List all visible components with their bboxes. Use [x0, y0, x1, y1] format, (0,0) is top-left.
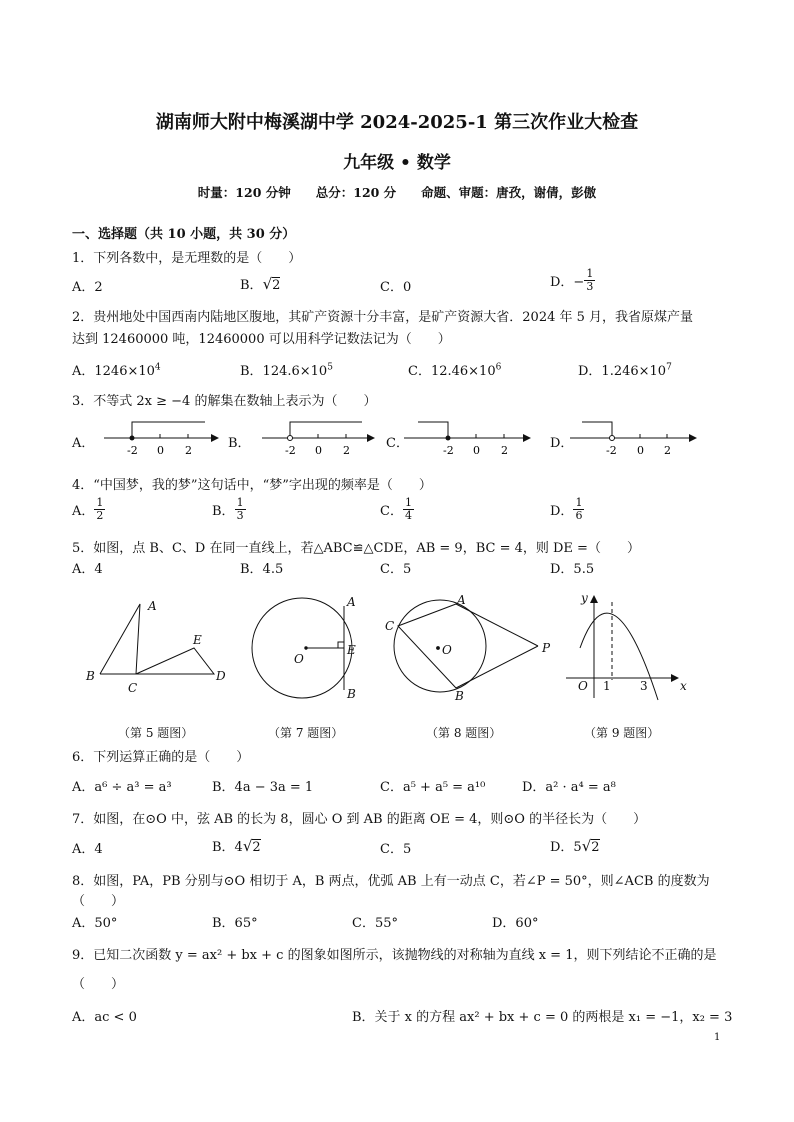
q2-line2: 达到 12460000 吨，12460000 可以用科学记数法记为（ ）	[72, 332, 451, 347]
q8-option-c: C．55°	[352, 916, 398, 931]
q3-option-d: D．	[550, 436, 574, 451]
q6-option-d: D．a² · a⁴ = a⁸	[522, 780, 616, 795]
q5-option-b: B．4.5	[240, 562, 284, 577]
q2-option-a: A．$1246\times 10^4$	[72, 362, 161, 379]
q8-option-b: B．65°	[212, 916, 258, 931]
caption-fig7: （第 7 题图）	[268, 726, 344, 740]
q5-stem: 5．如图，点 B、C、D 在同一直线上，若△ABC≌△CDE，AB = 9，BC = 4，则 DE =（ ）	[72, 541, 640, 556]
q8-line2: （ ）	[72, 894, 125, 909]
number-line-b	[262, 422, 374, 457]
tick-label: -2	[127, 444, 138, 457]
tick-label: 2	[185, 444, 192, 457]
q4-option-c: C． $\frac{1}{4}$	[380, 496, 412, 522]
q4-option-b: B． $\frac{1}{3}$	[212, 496, 244, 522]
svg-text:B: B	[86, 669, 95, 683]
q8-option-a: A．50°	[72, 916, 118, 931]
tick-label: 2	[501, 444, 508, 457]
q2-option-c: C．$12.46\times 10^6$	[408, 362, 502, 379]
q4-option-d: D． $\frac{1}{6}$	[550, 496, 583, 522]
svg-text:B: B	[455, 689, 464, 703]
svg-text:x: x	[680, 679, 687, 693]
tick-label: 0	[473, 444, 480, 457]
figures-row	[0, 588, 794, 718]
q1-option-c: C．0	[380, 280, 412, 295]
svg-text:A: A	[457, 593, 466, 607]
number-line-a	[104, 422, 218, 457]
tick-label: -2	[443, 444, 454, 457]
q9-line2: （ ）	[72, 977, 125, 992]
svg-text:A: A	[347, 595, 356, 609]
q3-option-c: C．	[386, 436, 409, 451]
q4-option-a: A． $\frac{1}{2}$	[72, 496, 104, 522]
caption-fig8: （第 8 题图）	[426, 726, 502, 740]
sqrt-symbol: √	[581, 837, 592, 855]
exam-meta: 时量：120 分钟 总分：120 分 命题、审题：唐孜，谢倩，彭傲	[197, 185, 597, 200]
q7-option-d: D．5√2	[550, 837, 600, 855]
q3-option-b: B．	[228, 436, 251, 451]
q9-line1: 9．已知二次函数 y = ax² + bx + c 的图象如图所示，该抛物线的对称轴为直线 x = 1，则下列结论不正确的是	[72, 948, 717, 963]
q9-option-b: B．关于 x 的方程 ax² + bx + c = 0 的两根是 x₁ = −1，x₂ = 3	[352, 1010, 733, 1025]
svg-text:C: C	[128, 681, 138, 695]
tick-label: 0	[315, 444, 322, 457]
figure-8	[385, 593, 551, 703]
svg-text:E: E	[347, 643, 356, 657]
svg-text:O: O	[442, 643, 452, 657]
q1-stem: 1．下列各数中，是无理数的是（ ）	[72, 251, 302, 266]
svg-text:B: B	[347, 687, 356, 701]
figure-9	[566, 591, 687, 700]
q9-option-a: A．ac < 0	[72, 1010, 137, 1025]
q5-option-c: C．5	[380, 562, 412, 577]
figure-7	[252, 595, 356, 701]
page-subtitle: 九年级 • 数学	[343, 153, 451, 173]
page-number: 1	[714, 1032, 721, 1043]
q7-option-a: A．4	[72, 842, 103, 857]
q1-option-b: B．√2	[240, 275, 281, 293]
q6-stem: 6．下列运算正确的是（ ）	[72, 750, 250, 765]
q1-option-d: D．− $\frac{1}{3}$	[550, 267, 594, 293]
q2-option-d: D．$1.246\times 10^7$	[578, 362, 672, 379]
section-heading: 一、选择题（共 10 小题，共 30 分）	[72, 227, 296, 242]
q7-option-c: C．5	[380, 842, 412, 857]
page-title: 湖南师大附中梅溪湖中学 2024-2025-1 第三次作业大检查	[155, 112, 639, 133]
tick-label: 0	[637, 444, 644, 457]
svg-text:3: 3	[640, 679, 648, 693]
figure-5	[85, 599, 226, 695]
sqrt-symbol: √	[262, 275, 273, 293]
q7-option-b: B．4√2	[212, 837, 261, 855]
caption-fig9: （第 9 题图）	[584, 726, 660, 740]
q6-option-b: B．4a − 3a = 1	[212, 780, 314, 795]
svg-text:O: O	[294, 652, 304, 666]
tick-label: -2	[606, 444, 617, 457]
svg-text:A: A	[148, 599, 157, 613]
tick-label: 2	[343, 444, 350, 457]
q3-stem: 3．不等式 2x ≥ −4 的解集在数轴上表示为（ ）	[72, 394, 377, 409]
q6-option-a: A．a⁶ ÷ a³ = a³	[72, 780, 172, 795]
q3-option-a: A．	[72, 436, 95, 451]
q5-option-d: D．5.5	[550, 562, 595, 577]
svg-text:E: E	[193, 633, 202, 647]
tick-label: 2	[664, 444, 671, 457]
svg-text:C: C	[385, 619, 395, 633]
number-line-d	[570, 422, 696, 457]
number-line-c	[404, 422, 530, 457]
q8-line1: 8．如图，PA，PB 分别与⊙O 相切于 A，B 两点，优弧 AB 上有一动点 C，若∠P = 50°，则∠ACB 的度数为	[72, 874, 710, 889]
q5-option-a: A．4	[72, 562, 103, 577]
q6-option-c: C．a⁵ + a⁵ = a¹⁰	[380, 780, 486, 795]
svg-text:y: y	[581, 591, 588, 605]
q4-stem: 4．“中国梦，我的梦”这句话中，“梦”字出现的频率是（ ）	[72, 478, 432, 493]
q3-number-lines	[0, 410, 794, 460]
svg-text:D: D	[216, 669, 226, 683]
q7-stem: 7．如图，在⊙O 中，弦 AB 的长为 8，圆心 O 到 AB 的距离 OE = 4，则⊙O 的半径长为（ ）	[72, 812, 647, 827]
tick-label: 0	[157, 444, 164, 457]
caption-fig5: （第 5 题图）	[118, 726, 194, 740]
q2-line1: 2．贵州地处中国西南内陆地区腹地，其矿产资源十分丰富，是矿产资源大省．2024 年 5 月，我省原煤产量	[72, 310, 694, 325]
q1-option-a: A．2	[72, 280, 103, 295]
q8-option-d: D．60°	[492, 916, 539, 931]
svg-text:O: O	[578, 679, 588, 693]
tick-label: -2	[285, 444, 296, 457]
svg-text:1: 1	[603, 679, 611, 693]
q2-option-b: B．$124.6\times 10^5$	[240, 362, 333, 379]
sqrt-symbol: √	[242, 837, 253, 855]
svg-text:P: P	[542, 641, 551, 655]
